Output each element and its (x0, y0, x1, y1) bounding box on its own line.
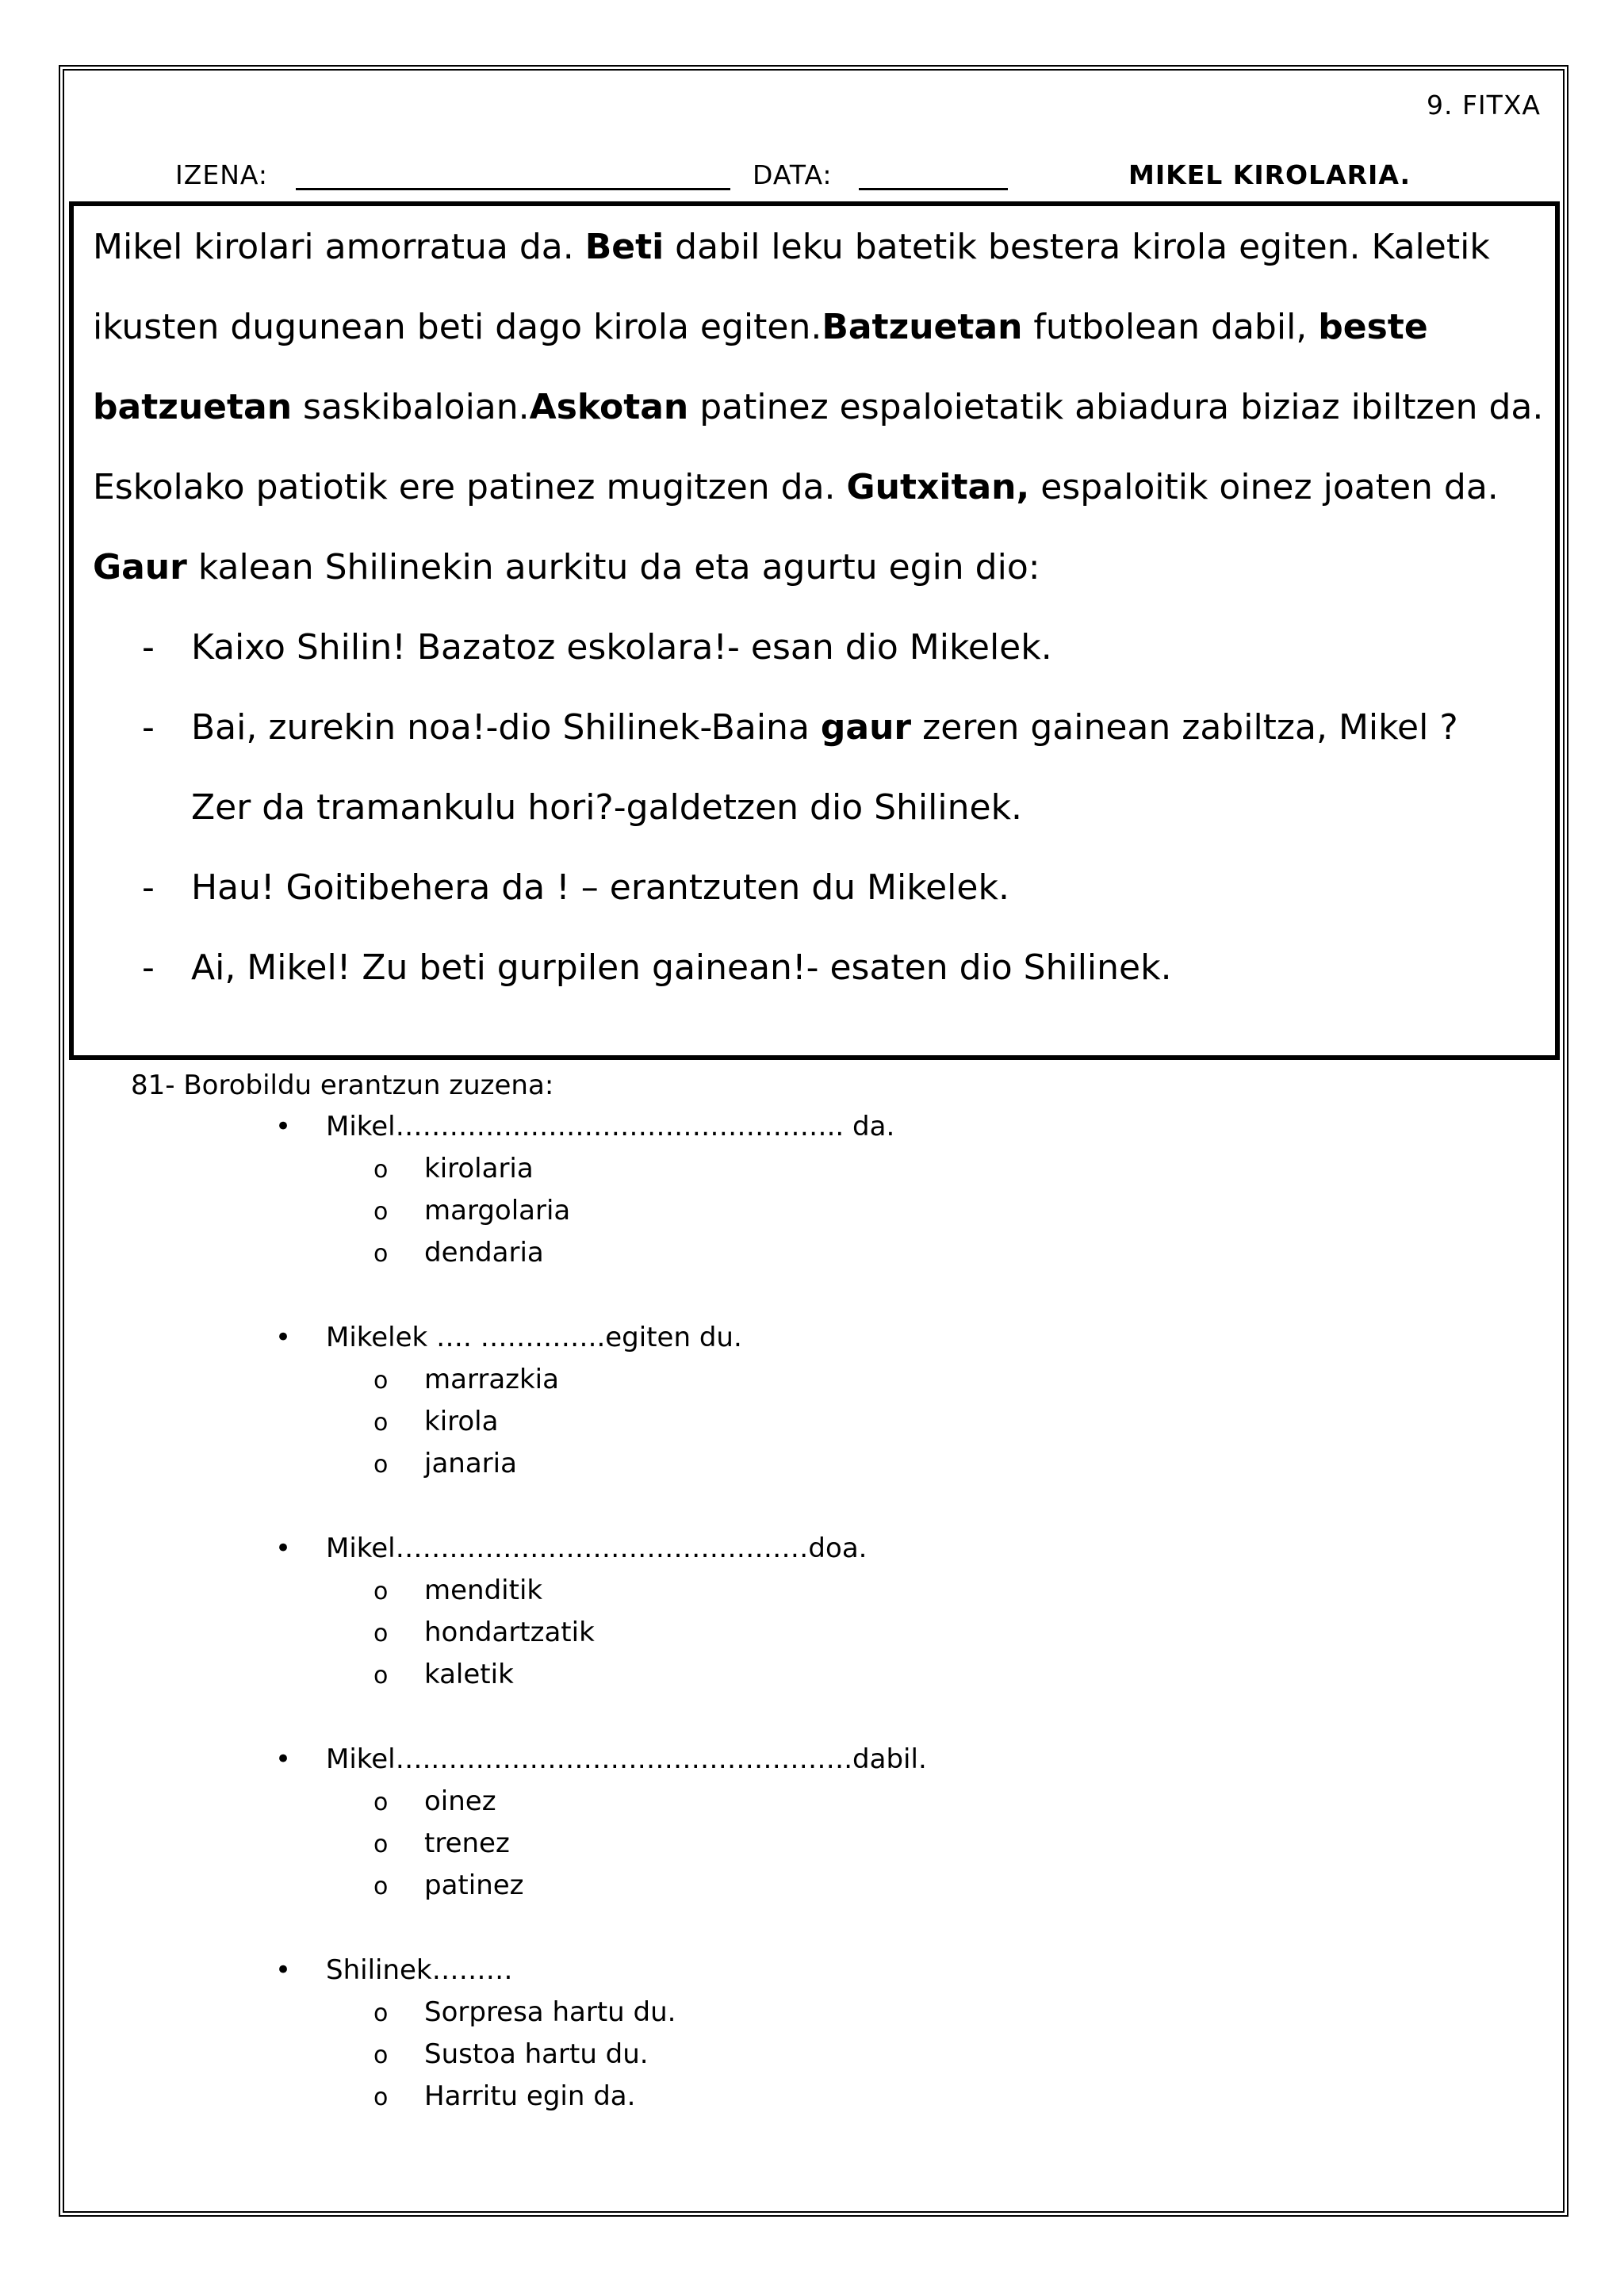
worksheet-frame (59, 65, 1568, 2217)
circle-option-icon: o (373, 1451, 389, 1479)
question-stem: Mikel………………………………………….. da. (326, 1111, 895, 1142)
answer-option[interactable] (64, 1659, 1563, 1701)
question-stem: Mikel…….…………………………………doa. (326, 1533, 868, 1564)
dialogue-line-1: - Kaixo Shilin! Bazatoz eskolara!- esan dio Mikelek. (93, 614, 1544, 695)
story-line-2: ikusten dugunean beti dago kirola egiten.Batzuetan futbolean dabil, beste (93, 307, 1428, 347)
answer-option[interactable] (64, 2080, 1563, 2122)
bullet-icon: • (275, 1533, 292, 1564)
dialogue-line-4: - Ai, Mikel! Zu beti gurpilen gainean!- esaten dio Shilinek. (93, 935, 1544, 1015)
story-line-1: Mikel kirolari amorratua da. Beti dabil leku batetik bestera kirola egiten. Kaletik (93, 227, 1490, 267)
bullet-icon: • (275, 1111, 292, 1142)
name-field-line[interactable] (296, 188, 730, 190)
option-label: Sustoa hartu du. (424, 2038, 649, 2070)
dialogue-dash: - (142, 867, 155, 908)
answer-option[interactable] (64, 1448, 1563, 1490)
exercise-title: 81- Borobildu erantzun zuzena: (131, 1070, 554, 1101)
sheet-number: 9. FITXA (1426, 90, 1541, 121)
story-line-4: Eskolako patiotik ere patinez mugitzen da. Gutxitan, espaloitik oinez joaten da. (93, 467, 1499, 507)
circle-option-icon: o (373, 2042, 389, 2069)
answer-option[interactable] (64, 2038, 1563, 2080)
reading-text (93, 214, 1544, 1015)
option-label: patinez (424, 1869, 524, 1901)
option-label: kirola (424, 1406, 499, 1437)
reading-text-box (69, 201, 1560, 1060)
answer-option[interactable] (64, 1575, 1563, 1617)
name-label: IZENA: (175, 159, 268, 190)
question-stem: Shilinek……… (326, 1954, 513, 1986)
circle-option-icon: o (373, 1620, 389, 1647)
answer-option[interactable] (64, 1364, 1563, 1406)
question-stem: Mikel…..……………………………………….dabil. (326, 1743, 927, 1775)
dialogue-dash: - (142, 707, 155, 748)
story-line-5: Gaur kalean Shilinekin aurkitu da eta agurtu egin dio: (93, 547, 1040, 587)
worksheet-title: MIKEL KIROLARIA. (1128, 159, 1411, 190)
option-label: margolaria (424, 1195, 571, 1226)
option-label: dendaria (424, 1237, 544, 1269)
circle-option-icon: o (373, 1873, 389, 1900)
circle-option-icon: o (373, 1831, 389, 1858)
dialogue-dash: - (142, 947, 155, 988)
date-field-line[interactable] (859, 188, 1008, 190)
circle-option-icon: o (373, 1367, 389, 1395)
dialogue-dash: - (142, 627, 155, 668)
date-label: DATA: (753, 159, 833, 190)
circle-option-icon: o (373, 1409, 389, 1437)
answer-option[interactable] (64, 1237, 1563, 1279)
option-label: kaletik (424, 1659, 514, 1690)
circle-option-icon: o (373, 1578, 389, 1605)
circle-option-icon: o (373, 1662, 389, 1689)
option-label: oinez (424, 1785, 496, 1817)
option-label: menditik (424, 1575, 543, 1606)
circle-option-icon: o (373, 1999, 389, 2027)
option-label: marrazkia (424, 1364, 559, 1395)
option-label: trenez (424, 1827, 510, 1859)
dialogue-line-3: - Hau! Goitibehera da ! – erantzuten du Mikelek. (93, 855, 1544, 935)
circle-option-icon: o (373, 1198, 389, 1226)
dialogue-line-2: - Bai, zurekin noa!-dio Shilinek-Baina gaur zeren gainean zabiltza, Mikel ? (93, 695, 1544, 775)
bullet-icon: • (275, 1743, 292, 1775)
bullet-icon: • (275, 1322, 292, 1353)
question-stem: Mikelek …. …………..egiten du. (326, 1322, 742, 1353)
header-row (64, 159, 1563, 191)
option-label: kirolaria (424, 1153, 534, 1184)
answer-option[interactable] (64, 1195, 1563, 1237)
option-label: Sorpresa hartu du. (424, 1996, 676, 2028)
answer-option[interactable] (64, 1785, 1563, 1827)
circle-option-icon: o (373, 1156, 389, 1184)
circle-option-icon: o (373, 2084, 389, 2111)
option-label: Harritu egin da. (424, 2080, 636, 2112)
option-label: hondartzatik (424, 1617, 595, 1648)
answer-option[interactable] (64, 1869, 1563, 1911)
answer-option[interactable] (64, 1406, 1563, 1448)
story-line-3: batzuetan saskibaloian.Askotan patinez espaloietatik abiadura biziaz ibiltzen da. (93, 387, 1544, 427)
circle-option-icon: o (373, 1240, 389, 1268)
dialogue-line-2-continued: Zer da tramankulu hori?-galdetzen dio Shilinek. (191, 787, 1023, 828)
answer-option[interactable] (64, 1827, 1563, 1869)
answer-option[interactable] (64, 1996, 1563, 2038)
option-label: janaria (424, 1448, 517, 1479)
circle-option-icon: o (373, 1789, 389, 1816)
answer-option[interactable] (64, 1153, 1563, 1195)
bullet-icon: • (275, 1954, 292, 1986)
answer-option[interactable] (64, 1617, 1563, 1659)
